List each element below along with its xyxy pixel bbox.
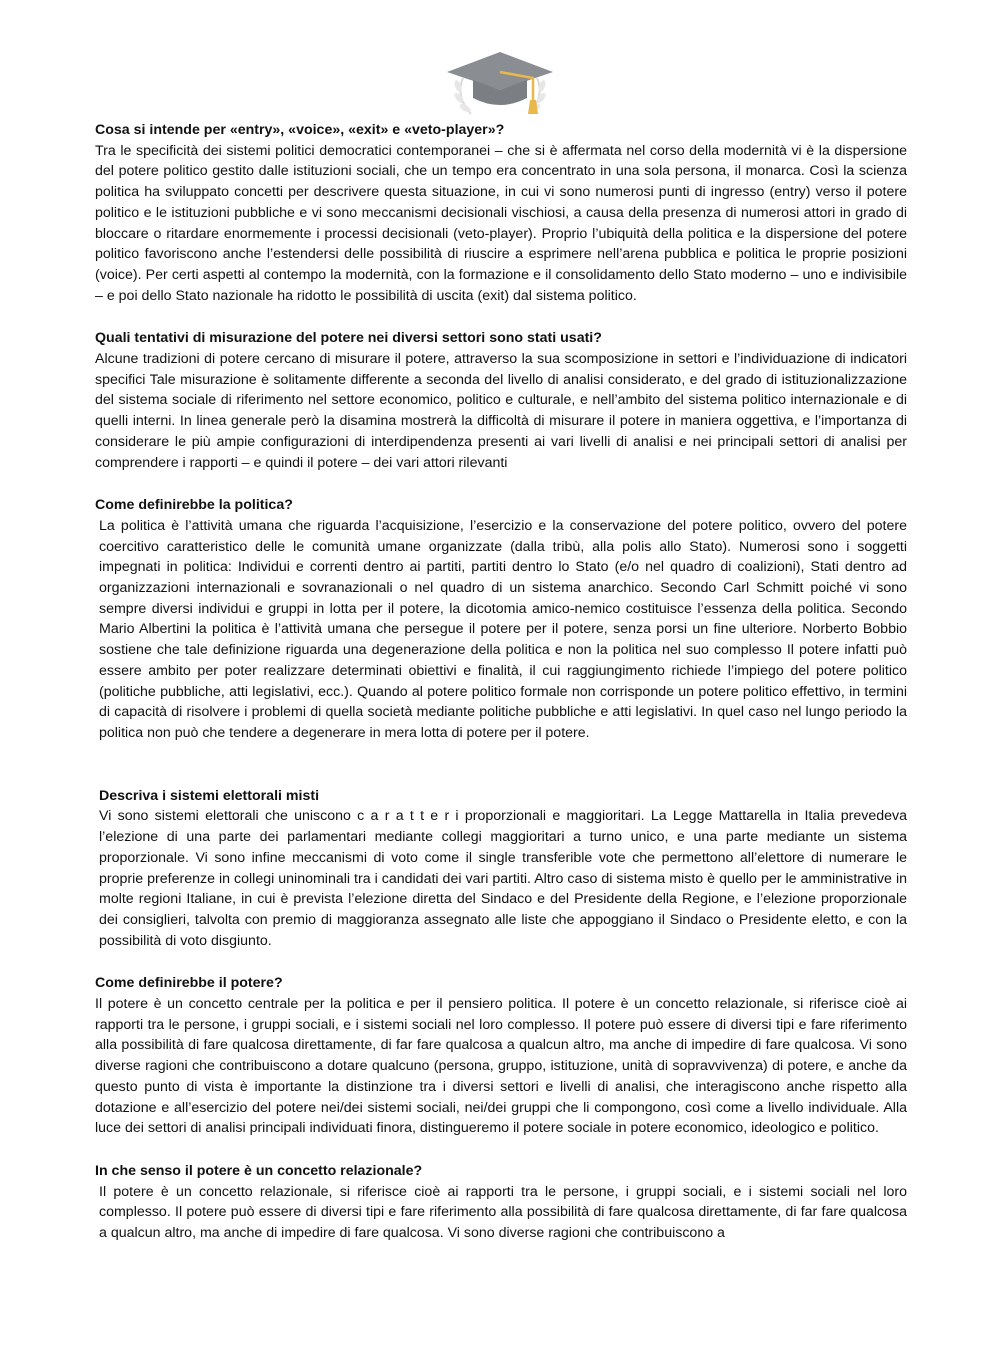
section-title: Descriva i sistemi elettorali misti [99, 787, 320, 804]
section-title: Come definirebbe il potere? [95, 975, 283, 992]
section-body: Alcune tradizioni di potere cercano di misurare il potere, attraverso la sua scomposizione in settori e l’individuazione di indicatori specifici Tale misurazione è solitamente differente a seconda del livello di analisi considerato, e del grado di istituzionalizzazione del sistema sociale di riferimento nel settore economico, politico e culturale, e nell’ambito del sistema politico internazionale e di quelli interni. In linea generale però la disamina mostrerà la difficoltà di misurare il potere in maniera oggettiva, e l’importanza di considerare le più ampie configurazioni di interdipendenza presenti ai vari livelli di analisi e nei principali settori di analisi per comprendere i rapporti – e quindi il potere – dei vari attori rilevanti [95, 351, 907, 471]
section-title: Come definirebbe la politica? [95, 497, 293, 514]
document-page [95, 120, 907, 1244]
graduation-cap-icon [441, 48, 559, 120]
section-title: Cosa si intende per «entry», «voice», «exit» e «veto-player»? [95, 122, 505, 138]
section-body: Tra le specificità dei sistemi politici democratici contemporanei – che si è affermata nel corso della modernità vi è la dispersione del potere politico gestito dalle istituzioni sociali, che un tempo era concentrato in una sola persona, il monarca. Così la scienza politica ha sviluppato concetti per descrivere questa situazione, in cui vi sono numerosi punti di ingresso (entry) verso il potere politico e le istituzioni pubbliche e vi sono meccanismi decisionali vischiosi, a causa della presenza di numerosi attori in grado di bloccare o ritardare enormemente i processi decisionali (veto-player). Proprio l’ubiquità della politica e la dispersione del potere politico favoriscono anche l’estendersi delle possibilità di riuscire a esprimere nell’arena pubblica e politica le proprie posizioni (voice). Per certi aspetti al contempo la modernità, con la formazione e il consolidamento dello Stato moderno – uno e indivisibile – e poi dello Stato nazionale ha ridotto le possibilità di uscita (exit) dal sistema politico. [95, 142, 907, 304]
section-politica [95, 495, 907, 743]
section-potere-relazionale [95, 1161, 907, 1244]
section-title: Quali tentativi di misurazione del potere nei diversi settori sono stati usati? [95, 330, 602, 347]
section-sistemi-elettorali [95, 786, 907, 952]
section-misurazione-potere [95, 328, 907, 473]
section-title: In che senso il potere è un concetto relazionale? [95, 1162, 423, 1179]
section-body: Il potere è un concetto centrale per la politica e per il pensiero politica. Il potere è un concetto relazionale, si riferisce cioè ai rapporti tra le persone, i gruppi sociali, e i sistemi sociali nel loro complesso. Il potere può essere di diversi tipi e fare riferimento alla possibilità di fare qualcosa direttamente, di far fare qualcosa a qualcun altro, ma anche di impedire di fare qualcosa. Vi sono diverse ragioni che contribuiscono a dotare qualcuno (persona, gruppo, istituzione, unità di sopravvivenza) di potere, e anche da questo punto di vista è importante la distinzione tra i diversi settori e livelli di analisi, che interagiscono anche rispetto alla dotazione e all’esercizio del potere nei/dei sistemi sociali, nei/dei gruppi che li compongono, così come a livello individuale. Alla luce dei settori di analisi principali individuati finora, distingueremo il potere sociale in potere economico, ideologico e politico. [95, 996, 907, 1137]
section-body: La politica è l’attività umana che riguarda l’acquisizione, l’esercizio e la conservazione del potere politico, ovvero del potere coercitivo caratteristico delle le comunità umane organizzate (dalla tribù, alla polis allo Stato). Numerosi sono i soggetti impegnati in politica: Individui e correnti dentro ai partiti, partiti dentro lo Stato (e/o nel quadro di coalizioni), Stati dentro ad organizzazioni internazionali e sovranazionali o nel quadro di un sistema anarchico. Secondo Carl Schmitt poiché vi sono sempre diversi individui e gruppi in lotta per il potere, la dicotomia amico-nemico costituisce l’essenza della politica. Secondo Mario Albertini la politica è l’attività umana che persegue il potere per il potere, senza porsi un fine ulteriore. Norberto Bobbio sostiene che tale definizione riguarda una degenerazione della politica e non la politica nel suo complesso Il potere infatti può essere ambito per poter realizzare determinati obiettivi e finalità, il cui raggiungimento richiede l’impiego del potere politico (politiche pubbliche, atti legislativi, ecc.). Quando al potere politico formale non corrisponde un potere politico effettivo, in termini di capacità di risolvere i problemi di quella società mediante politiche pubbliche e atti legislativi. In quel caso nel lungo periodo la politica non può che tendere a degenerare in mera lotta di potere per il potere. [99, 517, 907, 741]
section-body: Vi sono sistemi elettorali che uniscono c a r a t t e r i proporzionali e maggioritari. La Legge Mattarella in Italia prevedeva l’elezione di una parte dei parlamentari mediante collegi maggioritari a turno unico, e una parte mediante un sistema proporzionale. Vi sono infine meccanismi di voto come il single transferible vote che permettono all’elettore di numerare le proprie preferenze in collegi uninominali tra i candidati dei vari partiti. Altro caso di sistema misto è quello per le amministrative in molte regioni Italiane, in cui è prevista l’elezione diretta del Sindaco e del Presidente della Regione, e l’elezione proporzionale dei consiglieri, talvolta con premio di maggioranza assegnato alle liste che appoggiano il Sindaco o Presidente eletto, e con la possibilità di voto disgiunto. [99, 808, 907, 949]
section-body: Il potere è un concetto relazionale, si riferisce cioè ai rapporti tra le persone, i gruppi sociali, e i sistemi sociali nel loro complesso. Il potere può essere di diversi tipi e fare riferimento alla possibilità di fare qualcosa direttamente, di far fare qualcosa a qualcun altro, ma anche di impedire di fare qualcosa. Vi sono diverse ragioni che contribuiscono a [99, 1183, 907, 1242]
section-potere [95, 973, 907, 1139]
section-entry-voice-exit [95, 120, 907, 306]
